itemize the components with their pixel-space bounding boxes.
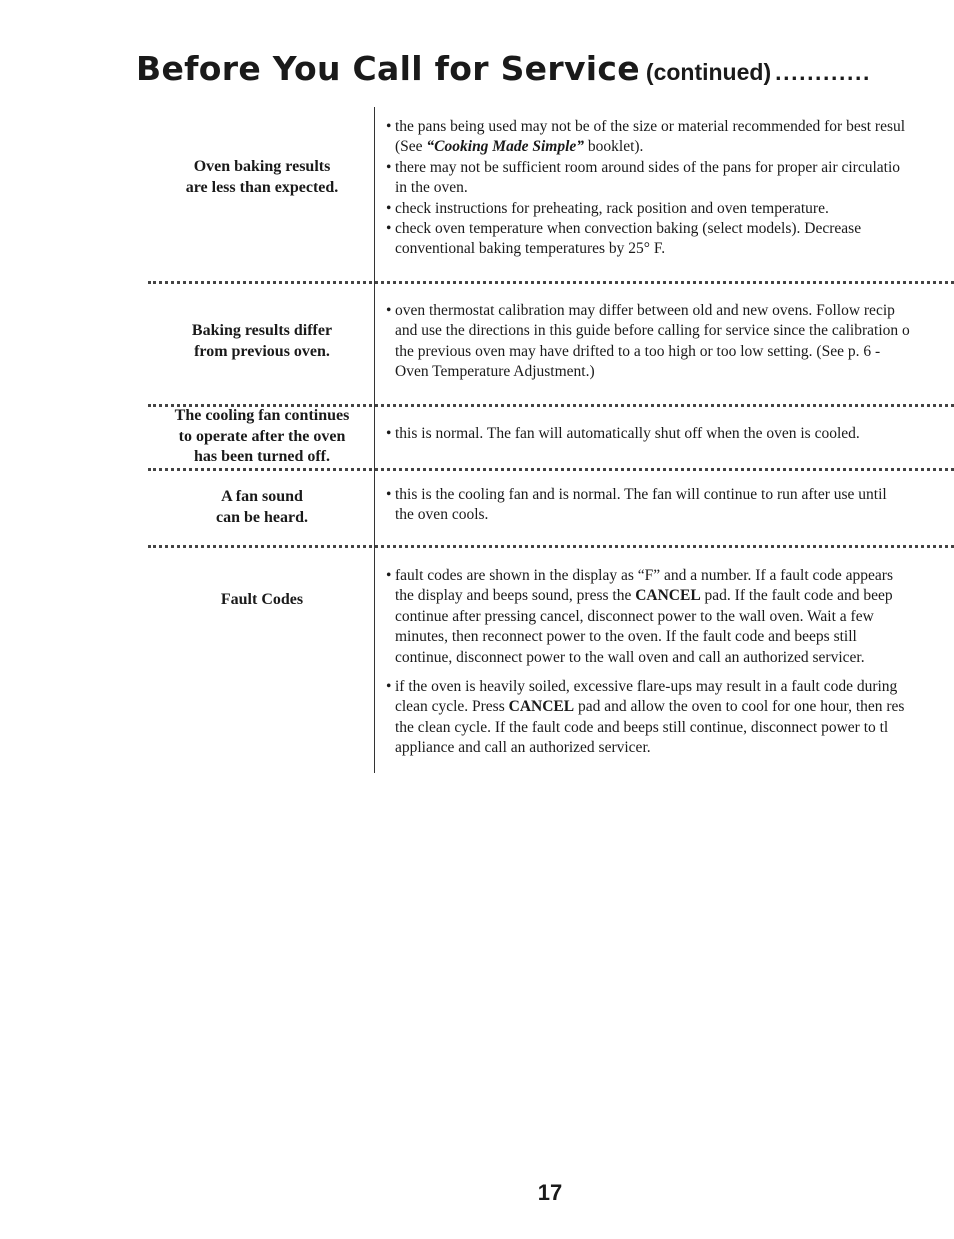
row-divider <box>148 468 954 471</box>
problem-line: to operate after the oven <box>178 427 346 445</box>
cause-text: booklet). <box>584 138 644 156</box>
cause-item: • check instructions for preheating, rack position and oven temperature. <box>386 199 954 219</box>
title-continued: (continued) <box>645 59 772 85</box>
problem-cooling-fan <box>150 406 374 468</box>
causes-fault-codes <box>386 566 954 759</box>
cause-item: • this is the cooling fan and is normal. The fan will continue to run after use until the oven cools. <box>386 485 954 526</box>
page-title <box>136 52 954 85</box>
problem-line: The cooling fan continues <box>174 407 350 424</box>
cancel-keyword: CANCEL <box>635 587 701 605</box>
problem-line: from previous oven. <box>194 342 330 360</box>
cause-item: • oven thermostat calibration may differ between old and new ovens. Follow recip and use the directions in this guide before calling for service since the calibration o the previous oven may have drifted to a too high or too low setting. (See p. 6 - Oven Temperature Adjustment.) <box>386 301 954 383</box>
causes-fan-sound <box>386 485 954 526</box>
cause-text: pad and allow the oven to cool for one hour, then res the clean cycle. If the fault code and beeps still continue, disconnect power to tl appliance and call an authorized servicer. <box>395 698 905 757</box>
cause-text: if the oven is heavily soiled, excessive flare-ups may result in a fault code during clean cycle. Press <box>395 678 898 716</box>
problem-baking-results <box>150 157 374 198</box>
page-number: 17 <box>537 1180 563 1205</box>
cause-text: the pans being used may not be of the size or material recommended for best resul <box>395 118 906 135</box>
booklet-title: Cooking Made Simple <box>434 138 577 156</box>
cause-item <box>386 677 954 759</box>
problem-line: Baking results differ <box>191 322 333 339</box>
causes-baking-results <box>386 117 954 260</box>
problem-line: can be heard. <box>216 508 308 526</box>
row-divider <box>148 281 954 284</box>
cause-text: fault codes are shown in the display as “F” and a number. If a fault code appears the display and beeps sound, press the <box>395 567 893 605</box>
title-leader-dots: ............ <box>775 59 871 85</box>
cause-item: • there may not be sufficient room around sides of the pans for proper air circulatio in the oven. <box>386 158 954 199</box>
cancel-keyword: CANCEL <box>508 698 575 716</box>
cause-item <box>386 566 954 668</box>
column-divider <box>374 107 375 773</box>
causes-cooling-fan <box>386 424 954 444</box>
problem-line: Oven baking results <box>193 158 331 175</box>
cause-item: • check oven temperature when convection baking (select models). Decrease conventional baking temperatures by 25° F. <box>386 219 954 260</box>
cause-item: • this is normal. The fan will automatically shut off when the oven is cooled. <box>386 424 954 444</box>
row-divider <box>148 545 954 548</box>
problem-line: are less than expected. <box>185 178 339 196</box>
problem-line: A fan sound <box>221 488 303 505</box>
cause-text: (See <box>395 138 427 156</box>
problem-baking-differ <box>150 321 374 362</box>
problem-fan-sound <box>150 487 374 528</box>
causes-baking-differ <box>386 301 954 383</box>
problem-line: Fault Codes <box>220 591 304 608</box>
title-main: Before You Call for Service <box>136 52 640 85</box>
cause-item: • the pans being used may not be of the size or material recommended for best resul (See “Cooking Made Simple” booklet). <box>386 117 954 158</box>
problem-fault-codes <box>150 590 374 611</box>
cause-text: pad. If the fault code and beep continue after pressing cancel, disconnect power to the wall oven. Wait a few minutes, then reconnect power to the oven. If the fault code and beeps still continue, disconnect power to the wall oven and call an authorized servicer. <box>395 587 893 666</box>
problem-line: has been turned off. <box>193 448 330 465</box>
